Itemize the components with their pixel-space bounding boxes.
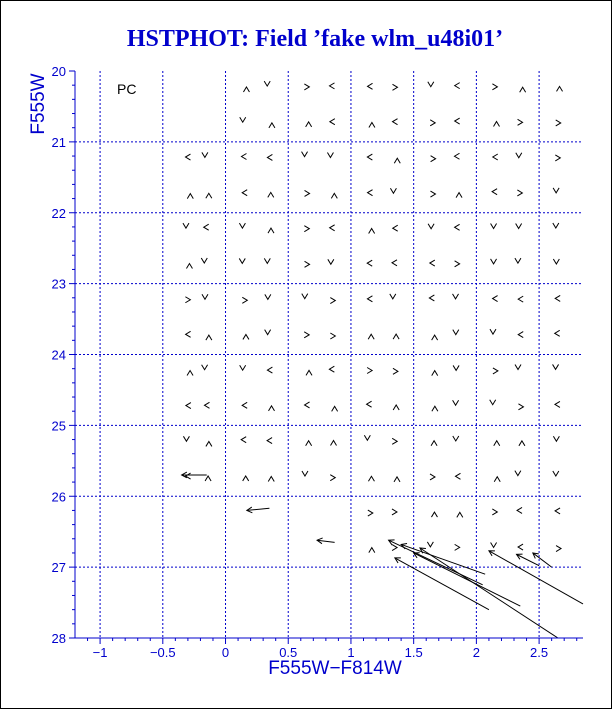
offset-vector-< <box>368 190 373 196</box>
offset-vector-> <box>367 368 372 374</box>
offset-vector-^ <box>432 371 438 376</box>
offset-arrow <box>489 551 583 604</box>
offset-vector-< <box>241 154 246 160</box>
offset-vector-< <box>555 401 560 407</box>
offset-vector-> <box>305 190 310 196</box>
x-tick-label: −1 <box>92 645 108 660</box>
offset-vector-v <box>553 188 559 193</box>
offset-vector-v <box>240 117 246 122</box>
offset-vector-^ <box>186 264 192 269</box>
offset-vector-v <box>453 294 459 299</box>
offset-vector-v <box>239 223 245 228</box>
offset-vector-> <box>330 475 335 481</box>
offset-vector-v <box>553 471 559 476</box>
offset-vector-< <box>393 225 398 231</box>
offset-vector-> <box>517 190 522 196</box>
offset-vector-v <box>240 365 246 370</box>
offset-arrow <box>420 548 558 638</box>
offset-vector-< <box>329 366 334 372</box>
offset-vector-< <box>429 295 434 301</box>
x-tick-label: 2 <box>472 645 480 660</box>
offset-vector-v <box>553 223 559 228</box>
offset-vector-v <box>453 330 459 335</box>
offset-vector-< <box>455 224 460 230</box>
x-tick-label: 1 <box>347 645 355 660</box>
y-tick-label: 21 <box>51 134 66 150</box>
y-tick-label: 28 <box>51 631 66 646</box>
offset-vector-< <box>204 224 209 230</box>
offset-vector-< <box>330 225 335 231</box>
offset-vector-^ <box>269 406 275 411</box>
offset-vector-^ <box>431 512 437 517</box>
offset-vector-^ <box>519 441 525 446</box>
offset-vector-v <box>239 258 245 263</box>
offset-vector-v <box>491 259 497 264</box>
offset-vector-^ <box>268 192 274 197</box>
offset-vector-< <box>493 154 498 160</box>
x-axis-label: F555W−F814W <box>268 658 402 679</box>
offset-vector-v <box>183 223 189 228</box>
offset-vector-> <box>431 156 436 162</box>
y-tick-label: 26 <box>51 489 66 505</box>
offset-vector-v <box>490 329 496 334</box>
offset-vector-v <box>264 81 270 86</box>
offset-vector-^ <box>393 405 399 410</box>
offset-vector-> <box>556 546 561 552</box>
offset-vector-^ <box>306 122 312 127</box>
offset-vector-^ <box>394 477 400 482</box>
offset-vector-v <box>553 259 559 264</box>
offset-vector-< <box>518 332 523 338</box>
offset-vector-v <box>265 294 271 299</box>
offset-vector-v <box>516 223 522 228</box>
offset-vector-v <box>183 436 189 441</box>
offset-vector-v <box>453 400 459 405</box>
offset-vector-v <box>390 188 396 193</box>
offset-vector-^ <box>269 123 275 128</box>
offset-vector-< <box>555 330 560 336</box>
offset-vector-v <box>264 258 270 263</box>
offset-vector-^ <box>187 371 193 376</box>
offset-vector-^ <box>187 194 193 199</box>
x-tick-label: 1.5 <box>404 645 423 660</box>
offset-vector-^ <box>206 441 212 446</box>
offset-vector-< <box>430 260 435 266</box>
offset-vector-^ <box>369 122 375 127</box>
offset-vector-< <box>518 544 523 550</box>
offset-vector-< <box>330 83 335 89</box>
offset-vector-^ <box>457 512 463 517</box>
offset-vector-v <box>390 294 396 299</box>
offset-vector-^ <box>431 441 437 446</box>
offset-vector-< <box>330 119 335 125</box>
offset-vector-^ <box>368 334 374 339</box>
offset-vector-^ <box>332 406 338 411</box>
offset-vector-^ <box>369 228 375 233</box>
offset-vector-> <box>304 84 309 90</box>
offset-vector-v <box>327 153 333 158</box>
offset-vector-< <box>455 83 460 89</box>
offset-vector-> <box>242 297 247 303</box>
offset-vector-< <box>186 331 191 337</box>
offset-vector-^ <box>306 441 312 446</box>
x-tick-label: 2.5 <box>530 645 549 660</box>
chart-title: HSTPHOT: Field ’fake wlm_u48i01’ <box>126 26 504 52</box>
offset-vector-v <box>490 400 496 405</box>
offset-vector-^ <box>432 406 438 411</box>
offset-vector-> <box>492 509 497 515</box>
offset-vector-> <box>455 544 460 550</box>
offset-vector-< <box>493 296 498 302</box>
x-tick-label: 0 <box>221 645 230 660</box>
offset-vector-^ <box>369 548 375 553</box>
offset-vector-> <box>304 332 309 338</box>
y-tick-label: 27 <box>51 560 66 576</box>
offset-vector-< <box>186 403 191 409</box>
offset-vector-^ <box>206 193 212 198</box>
offset-vector-< <box>368 83 373 89</box>
offset-vector-< <box>267 367 272 373</box>
y-tick-label: 25 <box>51 418 66 434</box>
offset-vector-< <box>367 401 372 407</box>
offset-vector-v <box>201 258 207 263</box>
offset-vector-< <box>492 189 497 195</box>
offset-vector-^ <box>456 193 462 198</box>
y-axis-label: F555W <box>28 73 49 135</box>
offset-vector-v <box>428 224 434 229</box>
offset-vector-< <box>241 437 246 443</box>
offset-vector-< <box>242 402 247 408</box>
offset-vector-< <box>455 118 460 124</box>
offset-vector-^ <box>494 477 500 482</box>
offset-vector-^ <box>368 476 374 481</box>
offset-vector-^ <box>331 193 337 198</box>
offset-vector-v <box>515 471 521 476</box>
offset-arrow <box>517 554 540 565</box>
offset-vector-v <box>516 153 522 158</box>
offset-vector-v <box>302 471 308 476</box>
offset-vector-> <box>330 298 335 304</box>
offset-vector-> <box>392 545 397 551</box>
offset-vector-< <box>518 296 523 302</box>
offset-vector-^ <box>206 335 212 340</box>
offset-vector-> <box>392 438 397 444</box>
offset-vector-< <box>517 507 522 513</box>
offset-vector-> <box>392 84 397 90</box>
offset-vector-^ <box>494 441 500 446</box>
y-tick-label: 24 <box>51 347 66 363</box>
offset-vector-v <box>553 364 559 369</box>
panel-label: PC <box>117 81 137 97</box>
offset-vector-v <box>453 365 459 370</box>
offset-vector-v <box>328 259 334 264</box>
offset-vector-< <box>455 473 460 479</box>
offset-vector-v <box>302 294 308 299</box>
offset-vector-v <box>453 436 459 441</box>
offset-vector-v <box>515 258 521 263</box>
offset-vector-v <box>202 294 208 299</box>
x-tick-label: 0.5 <box>279 645 298 660</box>
offset-vector-v <box>265 330 271 335</box>
offset-arrow <box>533 553 552 567</box>
offset-vector-^ <box>494 122 500 127</box>
marks-layer <box>182 81 583 638</box>
offset-vector-^ <box>520 87 526 92</box>
offset-vector-^ <box>394 158 400 163</box>
offset-vector-< <box>186 473 191 479</box>
offset-vector-> <box>455 261 460 267</box>
offset-vector-v <box>302 152 308 157</box>
offset-vector-< <box>185 154 190 160</box>
y-tick-label: 20 <box>51 64 66 79</box>
offset-vector-< <box>267 154 272 160</box>
offset-vector-< <box>555 508 560 514</box>
offset-vector-> <box>430 191 435 197</box>
offset-vector-> <box>493 368 498 374</box>
offset-vector-> <box>368 510 373 516</box>
offset-vector-> <box>518 119 523 125</box>
offset-vector-v <box>202 365 208 370</box>
offset-vector-> <box>518 404 523 410</box>
offset-vector-< <box>367 296 372 302</box>
offset-vector-^ <box>432 335 438 340</box>
offset-vector-v <box>491 223 497 228</box>
offset-vector-v <box>491 542 497 547</box>
offset-vector-> <box>430 120 435 126</box>
offset-vector-^ <box>306 370 312 375</box>
offset-vector-< <box>367 154 372 160</box>
offset-vector-< <box>267 438 272 444</box>
offset-vector-^ <box>205 476 211 481</box>
offset-vector-^ <box>243 87 249 92</box>
offset-vector-< <box>367 260 372 266</box>
offset-vector-< <box>204 402 209 408</box>
offset-vector-< <box>242 190 247 196</box>
offset-vector-v <box>364 435 370 440</box>
offset-vector-> <box>305 261 310 267</box>
offset-vector-< <box>305 402 310 408</box>
offset-vector-v <box>515 365 521 370</box>
y-tick-label: 22 <box>51 205 66 221</box>
offset-vector-> <box>304 226 309 232</box>
offset-vector-v <box>202 152 208 157</box>
offset-vector-v <box>553 436 559 441</box>
offset-vector-^ <box>243 476 249 481</box>
offset-vector-> <box>330 333 335 339</box>
offset-vector-^ <box>557 86 563 91</box>
offset-vector-< <box>555 295 560 301</box>
offset-vector-> <box>392 509 397 515</box>
offset-vector-> <box>430 474 435 480</box>
offset-vector-^ <box>243 334 249 339</box>
offset-vector-> <box>185 297 190 303</box>
y-tick-label: 23 <box>51 276 66 292</box>
offset-vector-< <box>454 153 459 159</box>
offset-vector-v <box>427 542 433 547</box>
x-tick-label: −0.5 <box>149 645 176 660</box>
offset-vector-^ <box>331 441 337 446</box>
offset-vector-< <box>392 260 397 266</box>
offset-vector-> <box>492 84 497 90</box>
offset-vector-> <box>555 155 560 161</box>
offset-vector-^ <box>393 334 399 339</box>
offset-vector-> <box>556 120 561 126</box>
offset-vector-^ <box>268 476 274 481</box>
axes-layer <box>52 64 583 660</box>
offset-vector-> <box>393 368 398 374</box>
offset-vector-^ <box>268 228 274 233</box>
offset-vector-v <box>428 82 434 87</box>
offset-vector-< <box>393 119 398 125</box>
